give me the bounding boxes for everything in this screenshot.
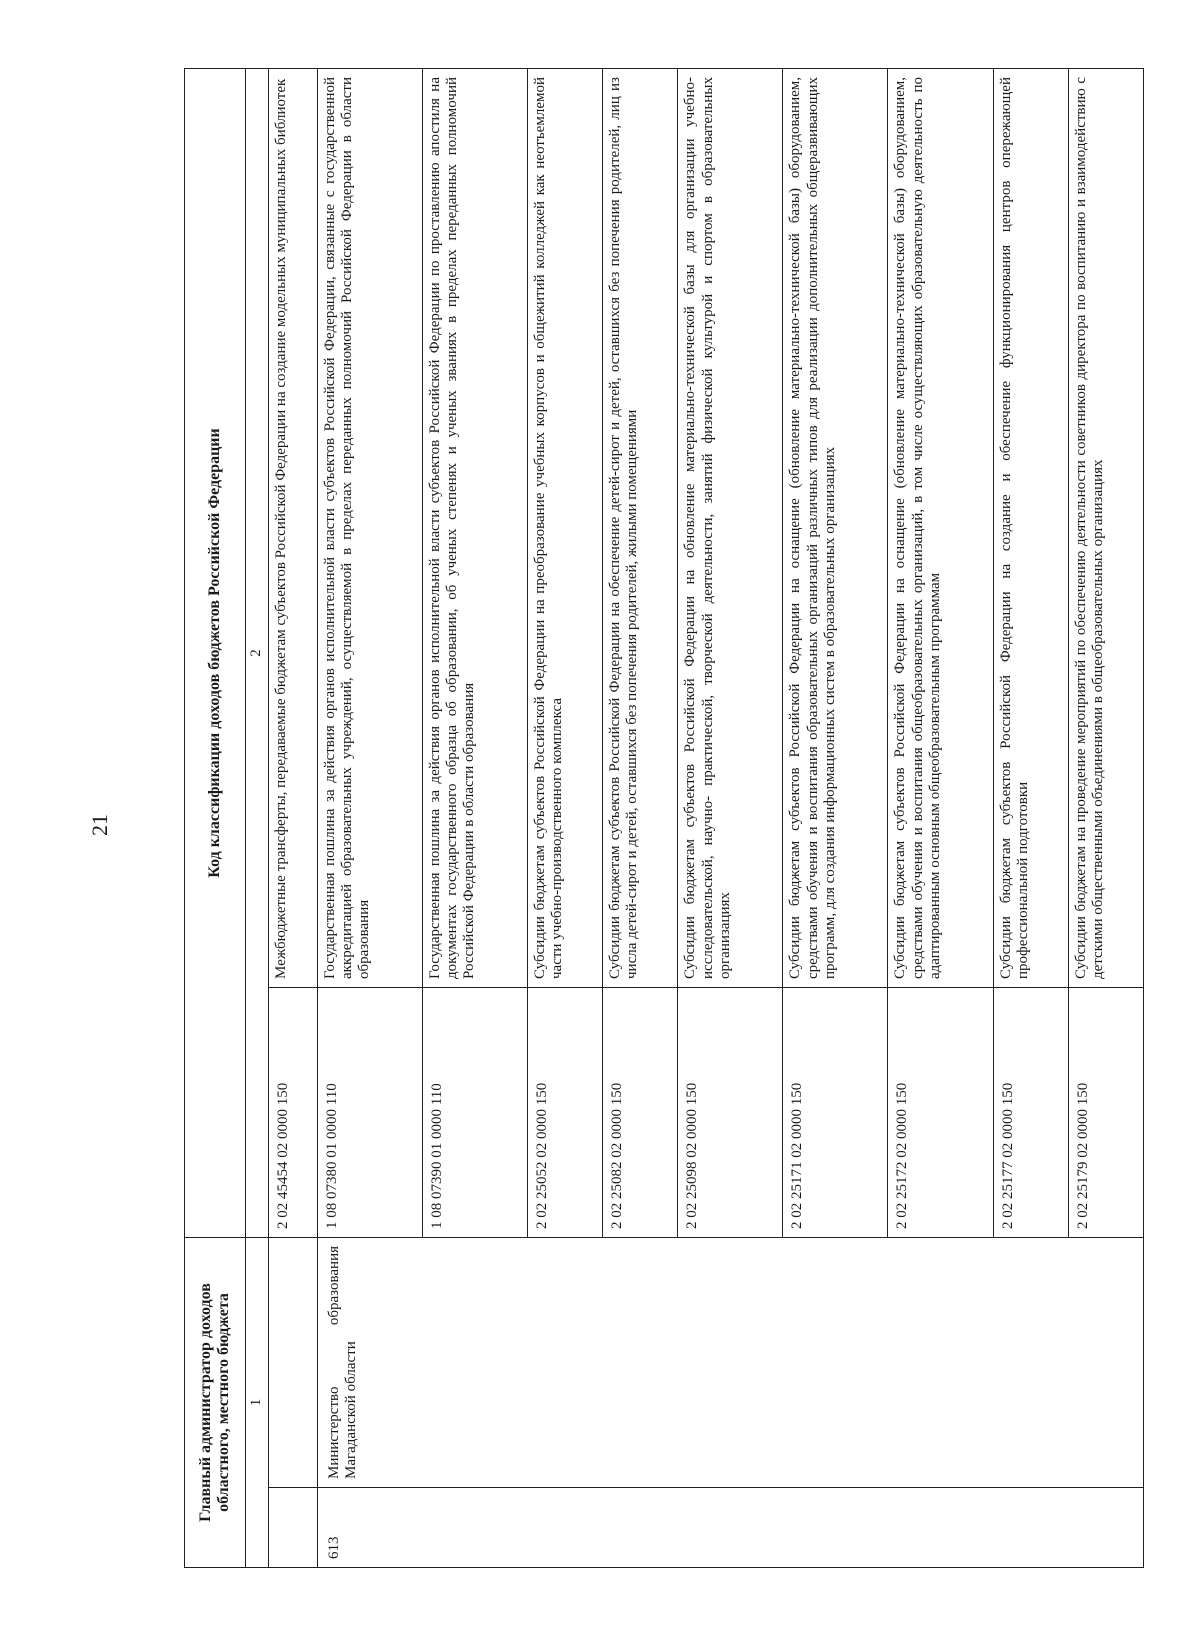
income-description: Государственная пошлина за действия органов исполнительной власти субъектов Российской Федерации по проставлению апостиля на документах государственного образца об образовании, об ученых степенях и ученых званиях в пределах переданных полномочий Российской Федерации в области образования [422,69,527,988]
income-code: 2 02 25172 02 0000 150 [888,987,993,1237]
table-row [269,69,318,1568]
income-code: 2 02 25098 02 0000 150 [678,987,783,1237]
income-code: 2 02 45454 02 0000 150 [269,987,318,1237]
page-number: 21 [87,814,112,836]
income-code: 2 02 25171 02 0000 150 [783,987,888,1237]
income-description: Межбюджетные трансферты, передаваемые бюджетам субъектов Российской Федерации на создание модельных муниципальных библиотек [269,69,318,988]
income-description: Субсидии бюджетам субъектов Российской Федерации на создание и обеспечение функционирования центров опережающей профессиональной подготовки [993,69,1068,988]
income-code: 2 02 25177 02 0000 150 [993,987,1068,1237]
income-description: Субсидии бюджетам субъектов Российской Федерации на обеспечение детей-сирот и детей, оставшихся без попечения родителей, лиц из числа детей-сирот и детей, оставшихся без попечения родителей, жилыми помещениями [603,69,678,988]
income-description: Субсидии бюджетам субъектов Российской Федерации на преобразование учебных корпусов и общежитий колледжей как неотъемлемой части учебно-производственного комплекса [527,69,602,988]
income-code: 1 08 07380 01 0000 110 [317,987,422,1237]
income-code: 2 02 25082 02 0000 150 [603,987,678,1237]
income-classification-table [184,68,1144,1568]
header-administrator: Главный администратор доходов областного, местного бюджета [185,1237,246,1567]
income-description: Субсидии бюджетам субъектов Российской Федерации на обновление материально-технической базы для организации учебно-исследовательской, научно- практической, творческой деятельности, занятий физической культурой и спортом в образовательных организациях [678,69,783,988]
income-code: 2 02 25179 02 0000 150 [1068,987,1143,1237]
income-description: Государственная пошлина за действия органов исполнительной власти субъектов Российской Федерации, связанные с государственной аккредитацией образовательных учреждений, осуществляемой в пределах переданных полномочий Российской Федерации в области образования [317,69,422,988]
income-description: Субсидии бюджетам субъектов Российской Федерации на оснащение (обновление материально-технической базы) оборудованием, средствами обучения и воспитания образовательных организаций различных типов для реализации дополнительных общеразвивающих программ, для создания информационных систем в образовательных организациях [783,69,888,988]
administrator-code: 613 [317,1488,1143,1568]
document-body [184,68,1144,1568]
column-number-1: 1 [246,1237,269,1567]
administrator-name: Министерство образования Магаданской области [317,1237,1143,1487]
header-classification-code: Код классификации доходов бюджетов Российской Федерации [185,69,246,1238]
income-description: Субсидии бюджетам субъектов Российской Федерации на оснащение (обновление материально-технической базы) оборудованием, средствами обучения и воспитания общеобразовательных организаций, в том числе осуществляющих образовательную деятельность по адаптированным основным общеобразовательным программам [888,69,993,988]
income-code: 1 08 07390 01 0000 110 [422,987,527,1237]
column-number-2: 2 [246,69,269,1238]
income-description: Субсидии бюджетам на проведение мероприятий по обеспечению деятельности советников директора по воспитанию и взаимодействию с детскими общественными объединениями в общеобразовательных организациях [1068,69,1143,988]
table-row [317,69,422,1568]
income-code: 2 02 25052 02 0000 150 [527,987,602,1237]
